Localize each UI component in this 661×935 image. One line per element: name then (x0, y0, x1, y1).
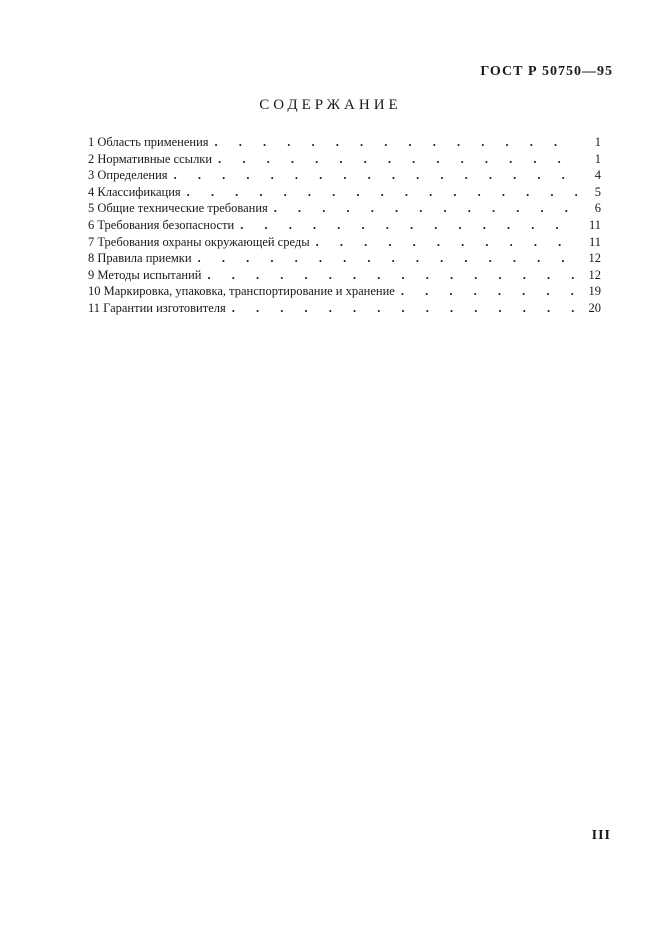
toc-entry-label: 3 Определения (88, 168, 168, 183)
toc-entry-label: 7 Требования охраны окружающей среды (88, 234, 310, 249)
toc-entry-label: 6 Требования безопасности (88, 217, 235, 232)
toc-entry (88, 200, 601, 217)
toc-dot-leader (232, 300, 577, 317)
toc-entry (88, 300, 601, 317)
toc-entry-page: 1 (594, 135, 601, 149)
toc-dot-leader (198, 250, 577, 267)
toc-dot-leader (218, 151, 577, 168)
table-of-contents (88, 134, 601, 317)
toc-entry-label: 9 Методы испытаний (88, 267, 202, 282)
toc-entry-page: 1 (594, 151, 601, 166)
toc-entry-page: 5 (594, 184, 601, 199)
toc-entry-page: 6 (594, 201, 601, 216)
toc-entry (88, 151, 601, 168)
toc-entry-page: 4 (594, 168, 601, 183)
toc-dot-leader (274, 200, 577, 217)
toc-entry-label: 4 Классификация (88, 184, 181, 199)
toc-dot-leader (215, 134, 577, 151)
toc-entry-page: 12 (588, 251, 601, 266)
toc-dot-leader (208, 267, 577, 284)
toc-entry (88, 184, 601, 201)
toc-entry-page: 11 (588, 217, 601, 232)
toc-entry-label: 2 Нормативные ссылки (88, 151, 213, 166)
toc-title: СОДЕРЖАНИЕ (259, 97, 402, 113)
toc-dot-leader (240, 217, 577, 234)
toc-entry-label: 5 Общие технические требования (88, 201, 268, 216)
toc-entry (88, 217, 601, 234)
standard-code: ГОСТ Р 50750—95 (480, 64, 613, 79)
toc-entry (88, 267, 601, 284)
page-number: III (591, 828, 611, 843)
toc-entry-page: 12 (588, 267, 601, 282)
toc-entry (88, 250, 601, 267)
toc-entry (88, 234, 601, 251)
toc-entry-label: 8 Правила приемки (88, 251, 192, 266)
toc-entry-label: 10 Маркировка, упаковка, транспортирование и хранение (88, 284, 395, 299)
toc-entry (88, 134, 601, 151)
toc-entry-page: 11 (588, 234, 601, 249)
toc-entry-label: 1 Область применения (88, 135, 209, 149)
toc-entry (88, 167, 601, 184)
toc-dot-leader (187, 184, 577, 201)
toc-dot-leader (316, 234, 577, 251)
toc-entry (88, 283, 601, 300)
toc-entry-page: 19 (588, 284, 601, 299)
toc-dot-leader (401, 283, 577, 300)
toc-entry-page: 20 (588, 300, 601, 315)
toc-entry-label: 11 Гарантии изготовителя (88, 300, 226, 315)
toc-dot-leader (174, 167, 577, 184)
